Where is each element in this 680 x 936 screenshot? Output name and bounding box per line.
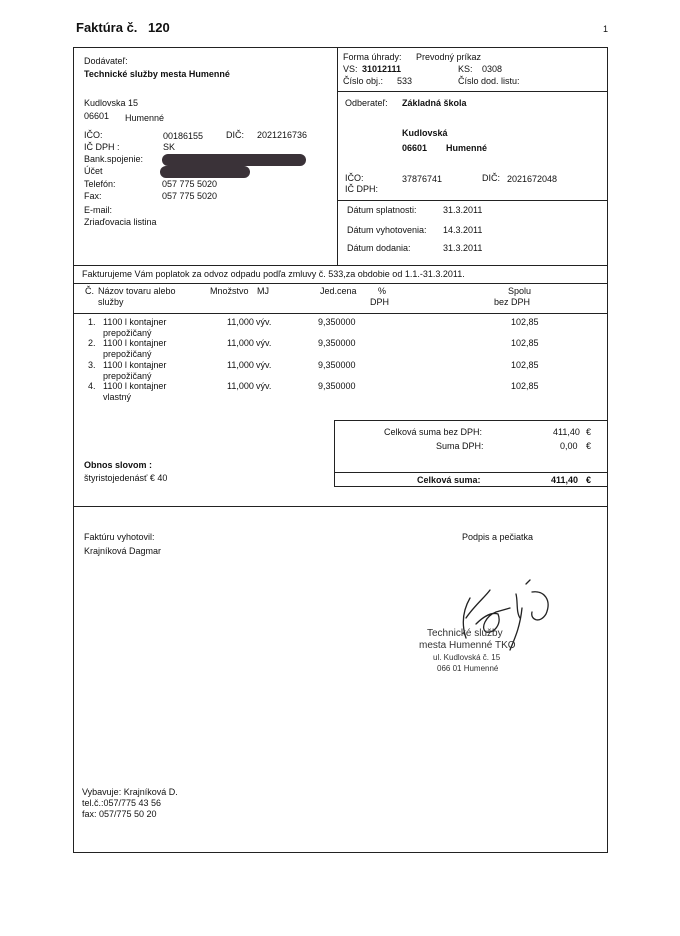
row-price: 9,350000 xyxy=(318,381,356,391)
supplier-email-label: E-mail: xyxy=(84,205,113,215)
row-number: 1. xyxy=(88,317,96,327)
footer-fax: fax: 057/775 50 20 xyxy=(82,809,157,819)
dates-divider xyxy=(337,200,608,201)
col-header-name-cont: služby xyxy=(98,297,124,307)
col-header-total-cont: bez DPH xyxy=(494,297,531,307)
vat-total-currency: € xyxy=(586,441,592,451)
supplier-icdph-label: IČ DPH : xyxy=(84,142,120,152)
row-total: 102,85 xyxy=(511,381,539,391)
order-value: 533 xyxy=(397,76,413,86)
supplier-ico-label: IČO: xyxy=(84,130,103,140)
supplier-deed: Zriaďovacia listina xyxy=(84,217,157,227)
customer-street: Kudlovská xyxy=(402,128,448,138)
supplier-zip: 06601 xyxy=(84,111,110,121)
ks-label: KS: xyxy=(458,64,473,74)
table-top-line xyxy=(73,283,608,284)
col-header-name: Názov tovaru alebo xyxy=(98,286,176,296)
col-header-unit: MJ xyxy=(257,286,269,296)
col-header-quantity: Množstvo xyxy=(210,286,249,296)
col-header-number: Č. xyxy=(85,286,94,296)
signature-label: Podpis a pečiatka xyxy=(462,532,534,542)
payment-method: Prevodný príkaz xyxy=(416,52,482,62)
customer-label: Odberateľ: xyxy=(345,98,388,108)
row-item-name: 1100 l kontajner xyxy=(103,360,167,370)
stamp-line-1: Technické služby xyxy=(427,628,503,639)
net-total-currency: € xyxy=(586,427,592,437)
supplier-fax-label: Fax: xyxy=(84,191,102,201)
footer-phone: tel.č.:057/775 43 56 xyxy=(82,798,162,808)
supplier-street: Kudlovska 15 xyxy=(84,98,139,108)
issuer-label: Faktúru vyhotovil: xyxy=(84,532,155,542)
supplier-city: Humenné xyxy=(125,113,165,123)
row-total: 102,85 xyxy=(511,338,539,348)
supplier-ico: 00186155 xyxy=(163,131,204,141)
invoice-title: Faktúra č. xyxy=(76,20,138,35)
amount-words-label: Obnos slovom : xyxy=(84,460,153,470)
vs-label: VS: xyxy=(343,64,358,74)
delivery-note-label: Číslo dod. listu: xyxy=(458,76,520,86)
row-total: 102,85 xyxy=(511,317,539,327)
customer-ico: 37876741 xyxy=(402,174,443,184)
grand-total-label: Celková suma: xyxy=(417,475,481,485)
description-top-line xyxy=(73,265,608,266)
row-quantity: 11,000 xyxy=(227,360,254,370)
page-number: 1 xyxy=(603,24,609,34)
row-total: 102,85 xyxy=(511,360,539,370)
customer-ico-label: IČO: xyxy=(345,173,364,183)
supplier-fax: 057 775 5020 xyxy=(162,191,218,201)
supplier-phone-label: Telefón: xyxy=(84,179,116,189)
col-header-total: Spolu xyxy=(508,286,532,296)
customer-dic-label: DIČ: xyxy=(482,173,500,183)
row-unit: výv. xyxy=(256,338,272,348)
order-label: Číslo obj.: xyxy=(343,76,384,86)
delivery-date: 31.3.2011 xyxy=(443,243,483,253)
payment-divider xyxy=(337,91,608,92)
row-unit: výv. xyxy=(256,317,272,327)
due-date-label: Dátum splatnosti: xyxy=(347,205,417,215)
row-item-name-cont: prepožičaný xyxy=(103,371,152,381)
issuer-name: Krajníková Dagmar xyxy=(84,546,162,556)
delivery-date-label: Dátum dodania: xyxy=(347,243,411,253)
col-header-price: Jed.cena xyxy=(320,286,357,296)
issue-date: 14.3.2011 xyxy=(443,225,483,235)
supplier-bank-label: Bank.spojenie: xyxy=(84,154,144,164)
row-number: 3. xyxy=(88,360,96,370)
due-date: 31.3.2011 xyxy=(443,205,483,215)
vat-total-label: Suma DPH: xyxy=(436,441,484,451)
row-item-name-cont: prepožičaný xyxy=(103,328,152,338)
row-item-name: 1100 l kontajner xyxy=(103,317,167,327)
payment-method-label: Forma úhrady: xyxy=(343,52,402,62)
stamp-line-4: 066 01 Humenné xyxy=(437,664,499,673)
totals-bottom-line xyxy=(73,506,608,507)
redacted-account xyxy=(160,166,250,178)
supplier-icdph: SK xyxy=(163,142,176,152)
row-price: 9,350000 xyxy=(318,338,356,348)
row-price: 9,350000 xyxy=(318,360,356,370)
row-quantity: 11,000 xyxy=(227,317,254,327)
row-number: 4. xyxy=(88,381,96,391)
row-quantity: 11,000 xyxy=(227,381,254,391)
footer-handled-by: Vybavuje: Krajníková D. xyxy=(82,787,178,797)
supplier-dic-label: DIČ: xyxy=(226,130,244,140)
row-unit: výv. xyxy=(256,360,272,370)
row-item-name-cont: prepožičaný xyxy=(103,349,152,359)
invoice-number: 120 xyxy=(148,20,170,35)
vat-total: 0,00 xyxy=(560,441,578,451)
row-item-name: 1100 l kontajner xyxy=(103,338,167,348)
supplier-name: Technické služby mesta Humenné xyxy=(84,69,230,79)
row-quantity: 11,000 xyxy=(227,338,254,348)
grand-total-currency: € xyxy=(586,475,592,485)
col-header-vat-cont: DPH xyxy=(370,297,390,307)
customer-name: Základná škola xyxy=(402,98,467,108)
totals-divider xyxy=(334,472,608,473)
stamp-line-2: mesta Humenné TKO xyxy=(419,640,516,651)
net-total-label: Celková suma bez DPH: xyxy=(384,427,483,437)
customer-city: Humenné xyxy=(446,143,488,153)
supplier-phone: 057 775 5020 xyxy=(162,179,218,189)
vs-value: 31012111 xyxy=(362,64,402,74)
supplier-label: Dodávateľ: xyxy=(84,56,128,66)
row-number: 2. xyxy=(88,338,96,348)
grand-total: 411,40 xyxy=(551,475,579,485)
supplier-account-label: Účet xyxy=(84,166,103,176)
col-header-vat: % xyxy=(378,286,387,296)
amount-words: štyristojedenásť € 40 xyxy=(84,473,168,483)
row-unit: výv. xyxy=(256,381,272,391)
customer-icdph-label: IČ DPH: xyxy=(345,184,379,194)
supplier-dic: 2021216736 xyxy=(257,130,308,140)
row-price: 9,350000 xyxy=(318,317,356,327)
ks-value: 0308 xyxy=(482,64,503,74)
issue-date-label: Dátum vyhotovenia: xyxy=(347,225,427,235)
stamp-line-3: ul. Kudlovská č. 15 xyxy=(433,653,501,662)
redacted-bank xyxy=(162,154,306,166)
net-total: 411,40 xyxy=(553,427,580,437)
table-header-line xyxy=(73,313,608,314)
header-divider xyxy=(337,47,338,265)
invoice-description: Fakturujeme Vám poplatok za odvoz odpadu podľa zmluvy č. 533,za obdobie od 1.1.-31.3.2011. xyxy=(82,269,465,279)
customer-dic: 2021672048 xyxy=(507,174,558,184)
customer-zip: 06601 xyxy=(402,143,428,153)
row-item-name-cont: vlastný xyxy=(103,392,132,402)
row-item-name: 1100 l kontajner xyxy=(103,381,167,391)
